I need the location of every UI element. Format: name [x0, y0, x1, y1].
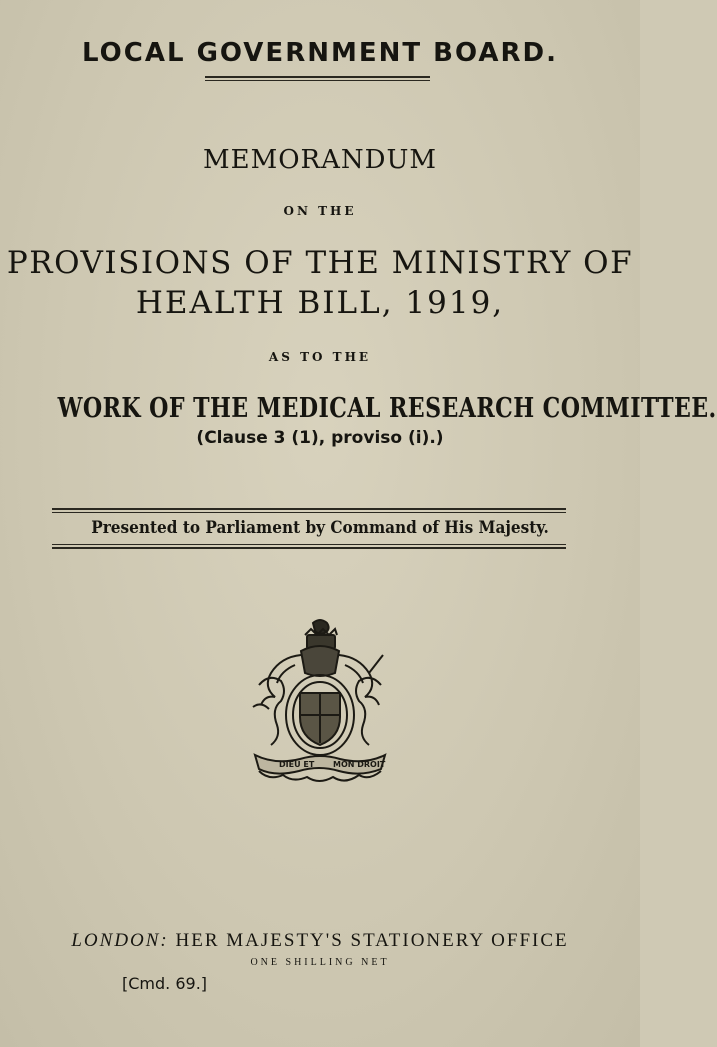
rule-below-presented-thick — [52, 547, 566, 549]
issuing-board: LOCAL GOVERNMENT BOARD. — [82, 38, 558, 68]
royal-coat-of-arms-icon — [245, 615, 395, 785]
rule-above-presented — [52, 508, 566, 510]
document-type: MEMORANDUM — [202, 145, 438, 175]
command-paper-number: [Cmd. 69.] — [122, 974, 208, 993]
presented-statement: Presented to Parliament by Command of His Majesty. — [91, 518, 549, 538]
motto-left: DIEU ET — [279, 760, 315, 769]
clause-reference: (Clause 3 (1), proviso (i).) — [196, 428, 444, 448]
motto-right: MON DROIT — [333, 760, 386, 769]
connector-on-the: ON THE — [283, 204, 357, 218]
imprint-city: LONDON: — [71, 930, 169, 951]
connector-as-to-the: AS TO THE — [268, 350, 372, 364]
rule-above-presented-thin — [52, 512, 566, 513]
imprint — [0, 930, 640, 952]
price: ONE SHILLING NET — [250, 957, 390, 968]
title-line-2: HEALTH BILL, 1919, — [135, 285, 505, 321]
subject-line: WORK OF THE MEDICAL RESEARCH COMMITTEE. — [57, 393, 717, 424]
rule-below-presented — [52, 544, 566, 545]
title-line-1: PROVISIONS OF THE MINISTRY OF — [6, 245, 634, 281]
rule-under-board — [205, 76, 430, 78]
rule-under-board-thin — [205, 80, 430, 81]
imprint-publisher: HER MAJESTY'S STATIONERY OFFICE — [175, 930, 569, 951]
